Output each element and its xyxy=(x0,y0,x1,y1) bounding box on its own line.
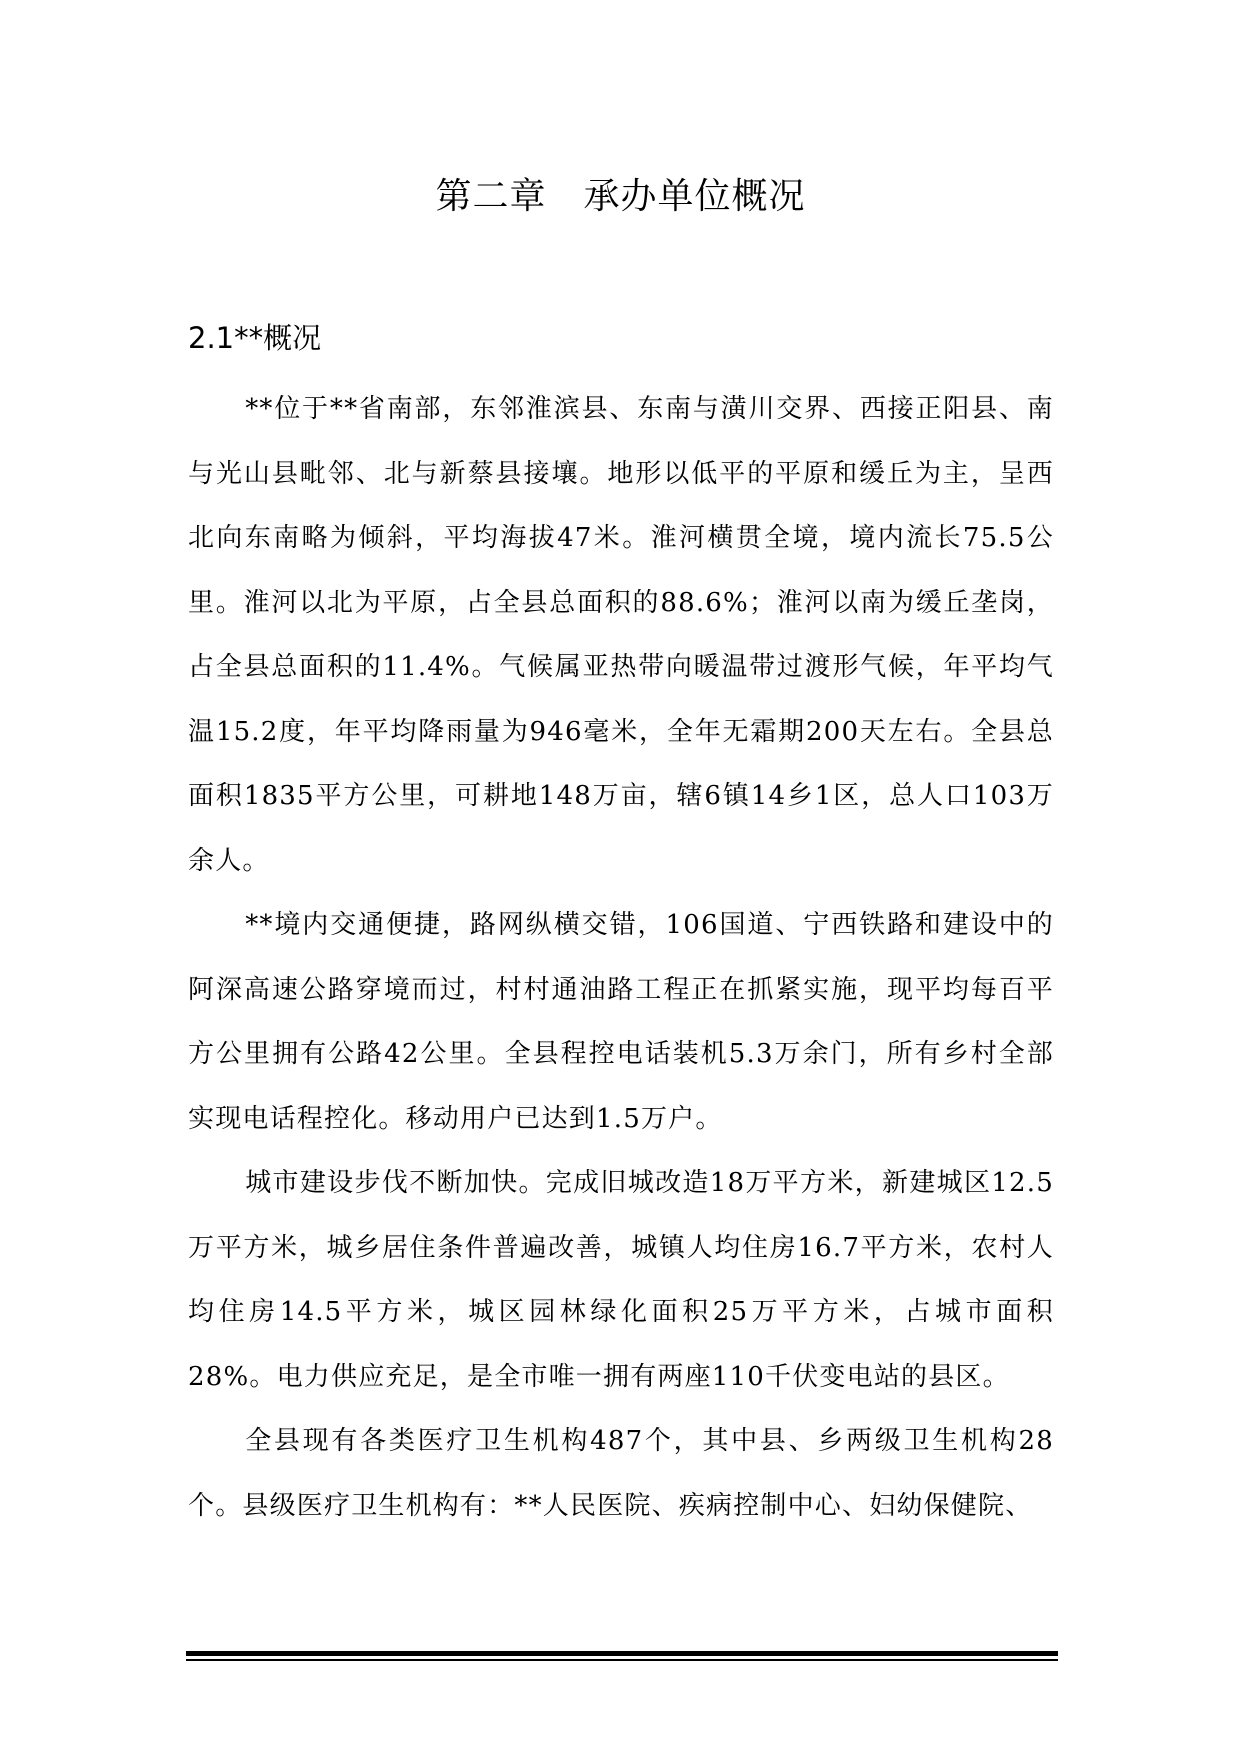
paragraph-medical: 全县现有各类医疗卫生机构487个，其中县、乡两级卫生机构28个。县级医疗卫生机构有：**人民医院、疾病控制中心、妇幼保健院、 xyxy=(188,1426,1054,1521)
paragraph-geography: **位于**省南部，东邻淮滨县、东南与潢川交界、西接正阳县、南与光山县毗邻、北与新蔡县接壤。地形以低平的平原和缓丘为主，呈西北向东南略为倾斜，平均海拔47米。淮河横贯全境，境内流长75.5公里。淮河以北为平原，占全县总面积的88.6%；淮河以南为缓丘垄岗，占全县总面积的11.4%。气候属亚热带向暖温带过渡形气候，年平均气温15.2度，年平均降雨量为946毫米，全年无霜期200天左右。全县总面积1835平方公里，可耕地148万亩，辖6镇14乡1区，总人口103万余人。 xyxy=(188,394,1054,876)
chapter-title: 第二章 承办单位概况 xyxy=(435,176,806,217)
section-heading: 2.1**概况 xyxy=(188,321,322,355)
footer-rule-thin xyxy=(186,1659,1058,1661)
body-text xyxy=(188,377,1054,1538)
paragraph-transport: **境内交通便捷，路网纵横交错，106国道、宁西铁路和建设中的阿深高速公路穿境而过，村村通油路工程正在抓紧实施，现平均每百平方公里拥有公路42公里。全县程控电话装机5.3万余门，所有乡村全部实现电话程控化。移动用户已达到1.5万户。 xyxy=(188,910,1054,1134)
paragraph-urban-construction: 城市建设步伐不断加快。完成旧城改造18万平方米，新建城区12.5万平方米，城乡居住条件普遍改善，城镇人均住房16.7平方米，农村人均住房14.5平方米，城区园林绿化面积25万平方米，占城市面积28%。电力供应充足，是全市唯一拥有两座110千伏变电站的县区。 xyxy=(188,1168,1054,1392)
footer-rule-thick xyxy=(186,1651,1058,1656)
